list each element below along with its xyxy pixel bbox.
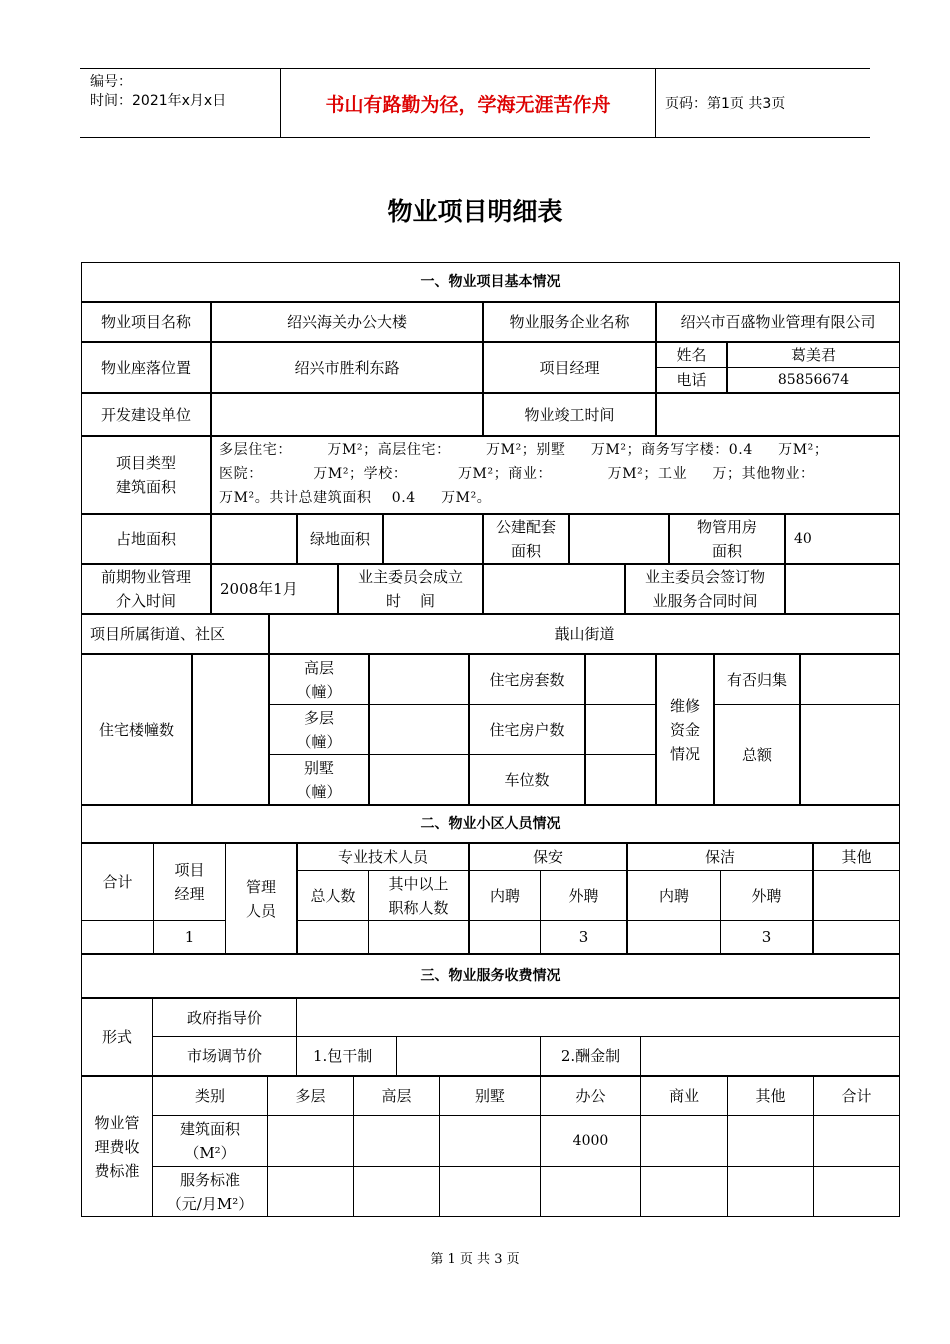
col-multi-rise: 多层: [267, 1076, 354, 1116]
mgmt-room-label-2: 面积: [711, 542, 742, 560]
location: 绍兴市胜利东路: [211, 342, 483, 393]
committee-label-2: 时 间: [385, 592, 436, 610]
mgr-label-2: 人员: [245, 901, 276, 920]
units-label: 住宅房套数: [469, 654, 585, 705]
std-office: [540, 1166, 641, 1217]
villa-label-1: 别墅: [303, 758, 334, 777]
type-line-2: 医院： 万M²；学校： 万M²；商业： 万M²；工业 万；其他物业：: [219, 466, 815, 482]
staff-total: [81, 920, 154, 954]
motto: 书山有路勤为径，学海无涯苦作舟: [280, 69, 656, 137]
mgmt-room-label-1: 物管用房: [696, 518, 757, 536]
security-outsource: 3: [540, 920, 627, 954]
fee-label-3: 费标准: [94, 1161, 140, 1180]
pm-label-2: 经理: [174, 885, 205, 903]
contract-time: [785, 564, 900, 614]
fund-total: [800, 704, 900, 805]
building-count-label: 住宅楼幢数: [81, 654, 192, 805]
collected: [800, 654, 900, 705]
area-villa: [439, 1115, 541, 1167]
location-label: 物业座落位置: [81, 342, 211, 393]
area-total: [813, 1115, 900, 1167]
street: 蕺山街道: [269, 614, 900, 654]
option-lump-sum-value: [396, 1036, 541, 1076]
col-category: 类别: [152, 1076, 268, 1116]
std-commercial: [640, 1166, 728, 1217]
units: [585, 654, 656, 705]
multi-rise-label-2: （幢）: [296, 732, 342, 751]
document-title: 物业项目明细表: [387, 197, 563, 226]
area-office: 4000: [540, 1115, 641, 1167]
form-label: 形式: [81, 998, 153, 1076]
villa-label-2: （幢）: [296, 782, 342, 801]
area-multi-rise: [267, 1115, 354, 1167]
manager-name: 葛美君: [727, 342, 900, 368]
early-mgmt-label: [81, 564, 211, 614]
option-commission-value: [640, 1036, 900, 1076]
land-area: [211, 514, 297, 564]
land-area-label: 占地面积: [81, 514, 211, 564]
fee-standard-label: [81, 1076, 153, 1217]
early-mgmt-time: 2008年1月: [211, 564, 338, 614]
std-multi-rise: [267, 1166, 354, 1217]
tech-total-label: 总人数: [297, 870, 369, 921]
tech-mid-label-1: 其中以上: [388, 874, 449, 893]
mgmt-room-area: 40: [785, 514, 900, 564]
tech-mid-label-2: 职称人数: [388, 898, 449, 917]
security-inhouse: [469, 920, 541, 954]
other-label: 其他: [813, 843, 900, 871]
street-label: 项目所属街道、社区: [81, 614, 269, 654]
col-office: 办公: [540, 1076, 641, 1116]
households: [585, 704, 656, 755]
tech-total: [297, 920, 369, 954]
other-detail: [813, 870, 900, 921]
gov-price: [296, 998, 900, 1037]
villa-label: [269, 754, 369, 805]
cleaning-outsource-label: 外聘: [720, 870, 813, 921]
std-row-label: [152, 1166, 268, 1217]
gov-price-label: 政府指导价: [152, 998, 297, 1037]
col-total: 合计: [813, 1076, 900, 1116]
manager-label: 项目经理: [483, 342, 656, 393]
collected-label: 有否归集: [714, 654, 800, 705]
type-label: [81, 436, 211, 514]
fund-label-1: 维修: [669, 696, 700, 715]
col-high-rise: 高层: [353, 1076, 440, 1116]
committee-label: [338, 564, 483, 614]
cleaning-outsource: 3: [720, 920, 813, 954]
type-label-1: 项目类型: [115, 454, 176, 472]
public-facility-area: [569, 514, 669, 564]
page-header: [80, 68, 870, 138]
households-label: 住宅房户数: [469, 704, 585, 755]
page-footer: 第 1 页 共 3 页: [430, 1252, 520, 1267]
completion-label: 物业竣工时间: [483, 393, 656, 436]
col-villa: 别墅: [439, 1076, 541, 1116]
cleaning-inhouse-label: 内聘: [627, 870, 721, 921]
high-rise-count: [369, 654, 469, 705]
security-inhouse-label: 内聘: [469, 870, 541, 921]
area-label-2: （M²）: [184, 1144, 236, 1162]
project-name: 绍兴海关办公大楼: [211, 302, 483, 342]
pm-label-1: 项目: [174, 861, 205, 879]
std-total: [813, 1166, 900, 1217]
contract-label: [625, 564, 785, 614]
green-area-label: 绿地面积: [297, 514, 383, 564]
high-rise-label-1: 高层: [303, 658, 334, 677]
contract-label-1: 业主委员会签订物: [644, 568, 765, 586]
villa-count: [369, 754, 469, 805]
project-name-label: 物业项目名称: [81, 302, 211, 342]
tech-label: 专业技术人员: [297, 843, 469, 871]
high-rise-label-2: （幢）: [296, 682, 342, 701]
staff-total-label: 合计: [81, 843, 154, 921]
std-label-1: 服务标准: [179, 1170, 240, 1189]
fund-label: [656, 654, 714, 805]
multi-rise-label-1: 多层: [303, 708, 334, 727]
type-line-1: 多层住宅： 万M²；高层住宅： 万M²；别墅 万M²；商务写字楼：0.4 万M²；: [219, 442, 829, 458]
std-label-2: （元/月M²）: [166, 1194, 254, 1213]
area-high-rise: [353, 1115, 440, 1167]
public-facility-label-1: 公建配套: [495, 518, 556, 536]
section2-heading: 二、物业小区人员情况: [81, 805, 900, 843]
option-lump-sum: 1.包干制: [296, 1036, 397, 1076]
fund-total-label: 总额: [714, 704, 800, 805]
tech-mid-label: [368, 870, 469, 921]
committee-label-1: 业主委员会成立: [357, 568, 463, 586]
mgr-label-1: 管理: [245, 877, 276, 896]
early-mgmt-label-1: 前期物业管理: [100, 568, 191, 586]
name-label: 姓名: [656, 342, 727, 368]
market-price-label: 市场调节价: [152, 1036, 297, 1076]
committee-time: [483, 564, 625, 614]
pm-count: 1: [153, 920, 226, 954]
multi-rise-count: [369, 704, 469, 755]
std-high-rise: [353, 1166, 440, 1217]
page-label: 页码：第1页 共3页: [665, 96, 786, 112]
area-commercial: [640, 1115, 728, 1167]
security-outsource-label: 外聘: [540, 870, 627, 921]
mgr-label: [225, 843, 297, 954]
fund-label-3: 情况: [669, 744, 700, 763]
time-label: 时间：2021年x月x日: [90, 93, 227, 109]
option-commission: 2.酬金制: [540, 1036, 641, 1076]
other-count: [813, 920, 900, 954]
cleaning-label: 保洁: [627, 843, 813, 871]
high-rise-label: [269, 654, 369, 705]
std-other: [727, 1166, 814, 1217]
pm-label: [153, 843, 226, 921]
number-label: 编号：: [90, 74, 132, 90]
col-commercial: 商业: [640, 1076, 728, 1116]
type-label-2: 建筑面积: [115, 478, 176, 496]
phone-label: 电话: [656, 367, 727, 393]
contract-label-2: 业服务合同时间: [652, 592, 758, 610]
developer: [211, 393, 483, 436]
multi-rise-label: [269, 704, 369, 755]
developer-label: 开发建设单位: [81, 393, 211, 436]
mgmt-room-label: [669, 514, 785, 564]
green-area: [383, 514, 483, 564]
cleaning-inhouse: [627, 920, 721, 954]
parking-label: 车位数: [469, 754, 585, 805]
col-other: 其他: [727, 1076, 814, 1116]
type-line-3: 万M²。共计总建筑面积 0.4 万M²。: [219, 490, 492, 506]
security-label: 保安: [469, 843, 627, 871]
completion: [656, 393, 900, 436]
fund-label-2: 资金: [669, 720, 700, 739]
early-mgmt-label-2: 介入时间: [115, 592, 176, 610]
area-row-label: [152, 1115, 268, 1167]
service-company: 绍兴市百盛物业管理有限公司: [656, 302, 900, 342]
fee-label-2: 理费收: [94, 1137, 140, 1156]
public-facility-label: [483, 514, 569, 564]
tech-mid: [368, 920, 469, 954]
header-meta: [90, 73, 226, 111]
type-detail: [219, 438, 887, 510]
building-count: [192, 654, 269, 805]
section1-heading: 一、物业项目基本情况: [81, 262, 900, 302]
fee-label-1: 物业管: [94, 1113, 140, 1132]
area-label-1: 建筑面积: [179, 1120, 240, 1138]
std-villa: [439, 1166, 541, 1217]
parking: [585, 754, 656, 805]
area-other: [727, 1115, 814, 1167]
manager-phone: 85856674: [727, 367, 900, 393]
public-facility-label-2: 面积: [510, 542, 541, 560]
section3-heading: 三、物业服务收费情况: [81, 954, 900, 998]
service-company-label: 物业服务企业名称: [483, 302, 656, 342]
